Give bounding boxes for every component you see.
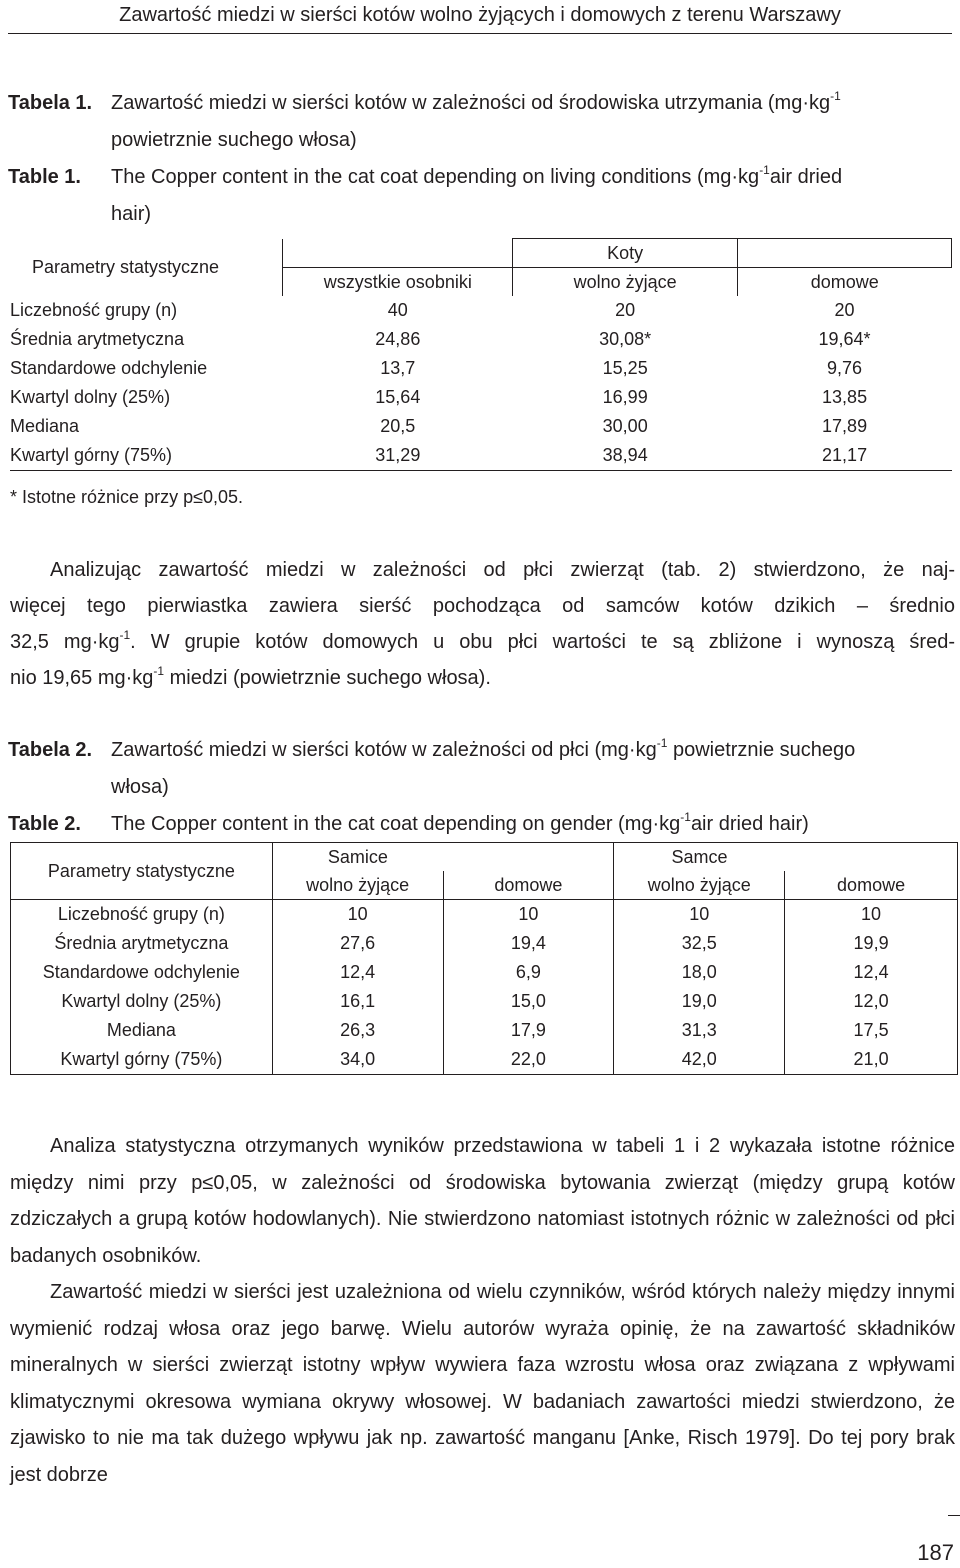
- table-row: [11, 1016, 958, 1045]
- page-number-rule: [948, 1515, 960, 1516]
- table-row: [10, 383, 952, 412]
- cell: 20: [615, 300, 636, 320]
- cell: 13,7: [380, 358, 416, 378]
- cell: 19,9: [785, 929, 958, 958]
- paragraph-3: Zawartość miedzi w sierści jest uzależniona od wielu czynników, wśród których należy między innymi wymienić rodzaj włosa oraz jego barwę. Wielu autorów wyraża opinię, że na zawartość składników mineralnych w sierści zwierząt istotny wpływ wywiera faza wzrostu włosa oraz związana z wpływami klimatycznymi okresowa wymiana okrywy włosowej. W badaniach zawartości miedzi stwierdzono, że zjawisko to nie ma tak dużego wpływu jak np. zawartość manganu [Anke, Risch 1979]. Do tej pory brak jest dobrze: [10, 1281, 955, 1486]
- table1-caption-pl-label: Tabela 1.: [8, 92, 93, 114]
- row-label: Standardowe odchylenie: [10, 358, 208, 378]
- table1-caption-pl-text: Zawartość miedzi w sierści kotów w zależności od środowiska utrzymania ($mg\cdot kg^{-1}$ powietrznie suchego włosa): [111, 89, 841, 151]
- cell: 20: [834, 300, 855, 320]
- row-label: Liczebność grupy (n): [11, 900, 273, 930]
- cell: 15,25: [602, 358, 648, 378]
- cell: 17,9: [443, 1016, 614, 1045]
- table2-caption: [8, 732, 953, 843]
- cell: 42,0: [614, 1045, 785, 1075]
- cell: 31,3: [614, 1016, 785, 1045]
- table-row: [10, 441, 952, 471]
- table1-col-header: domowe: [738, 268, 952, 297]
- paragraph-1: [10, 552, 955, 696]
- cell: 17,5: [785, 1016, 958, 1045]
- paragraph-1-line: 32,5 $mg\cdot kg^{-1}$. W grupie kotów domowych u obu płci wartości te są zbliżone i wynoszą śred-: [10, 628, 955, 653]
- table-row: [10, 296, 952, 325]
- row-label: Kwartyl dolny (25%): [11, 987, 273, 1016]
- table1-col-header: wolno żyjące: [513, 268, 738, 297]
- table-row: [10, 412, 952, 441]
- table2-group-female: Samice: [272, 843, 443, 872]
- cell: 16,99: [602, 387, 648, 407]
- paragraph-1-line: więcej tego pierwiastka zawiera sierść pochodząca od samców kotów dzikich – średnio: [10, 595, 955, 617]
- cell: 21,17: [738, 441, 952, 471]
- table1-caption: [8, 85, 953, 233]
- row-label: Średnia arytmetyczna: [11, 929, 273, 958]
- cell: 24,86: [375, 329, 421, 349]
- row-label: Standardowe odchylenie: [11, 958, 273, 987]
- table2-col-header: wolno żyjące: [272, 871, 443, 900]
- cell: 19,64*: [818, 329, 871, 349]
- row-label: Mediana: [11, 1016, 273, 1045]
- cell: 22,0: [443, 1045, 614, 1075]
- cell: 20,5: [380, 416, 416, 436]
- cell: 31,29: [283, 441, 513, 471]
- cell: 10: [614, 900, 785, 930]
- cell: 10: [785, 900, 958, 930]
- paragraph-1-line: Analizując zawartość miedzi w zależności od płci zwierząt (tab. 2) stwierdzono, że naj-: [50, 559, 955, 581]
- table2-caption-pl-label: Tabela 2.: [8, 739, 93, 761]
- table2: [10, 842, 958, 1075]
- row-label: Średnia arytmetyczna: [10, 329, 185, 349]
- cell: 30,08*: [599, 329, 652, 349]
- cell: 12,0: [785, 987, 958, 1016]
- body-text: [10, 1128, 955, 1493]
- cell: 9,76: [827, 358, 863, 378]
- table1-caption-en-label: Table 1.: [8, 166, 81, 188]
- table-row: [11, 958, 958, 987]
- table1: [10, 238, 952, 471]
- row-label: Mediana: [10, 416, 80, 436]
- table2-header-row-1: [11, 843, 958, 872]
- row-label: Liczebność grupy (n): [10, 300, 178, 320]
- table-row: [11, 900, 958, 930]
- table1-header-param: Parametry statystyczne: [32, 257, 220, 278]
- cell: 21,0: [785, 1045, 958, 1075]
- header-divider: [8, 33, 952, 34]
- table-row: [11, 1045, 958, 1075]
- table1-header-row-1: [10, 239, 952, 268]
- cell: 12,4: [272, 958, 443, 987]
- table2-col-header: wolno żyjące: [614, 871, 785, 900]
- cell: 16,1: [272, 987, 443, 1016]
- table-row: [11, 987, 958, 1016]
- table2-header-param: Parametry statystyczne: [11, 843, 273, 900]
- cell: 15,64: [375, 387, 421, 407]
- cell: 19,0: [614, 987, 785, 1016]
- table1-footnote: * Istotne różnice przy p≤0,05.: [10, 487, 243, 507]
- cell: 38,94: [513, 441, 738, 471]
- cell: 17,89: [822, 416, 868, 436]
- page-number: 187: [917, 1540, 954, 1565]
- table2-caption-en-label: Table 2.: [8, 813, 81, 835]
- table2-caption-pl-text: Zawartość miedzi w sierści kotów w zależności od płci ($mg\cdot kg^{-1}$ powietrznie suchego włosa): [111, 736, 856, 798]
- row-label: Kwartyl dolny (25%): [10, 387, 171, 407]
- running-title: Zawartość miedzi w sierści kotów wolno żyjących i domowych z terenu Warszawy: [119, 4, 841, 26]
- cell: 32,5: [614, 929, 785, 958]
- cell: 15,0: [443, 987, 614, 1016]
- cell: 18,0: [614, 958, 785, 987]
- table-row: [10, 325, 952, 354]
- table2-col-header: domowe: [443, 871, 614, 900]
- cell: 27,6: [272, 929, 443, 958]
- table2-col-header: domowe: [785, 871, 958, 900]
- cell: 34,0: [272, 1045, 443, 1075]
- table1-header-group: Koty: [513, 239, 738, 268]
- table1-col-header: wszystkie osobniki: [283, 268, 513, 297]
- cell: 13,85: [822, 387, 868, 407]
- paragraph-1-line: nio 19,65 $mg\cdot kg^{-1}$ miedzi (powietrznie suchego włosa).: [10, 664, 491, 689]
- row-label: Kwartyl górny (75%): [10, 441, 283, 471]
- table2-group-male: Samce: [614, 843, 785, 872]
- cell: 19,4: [443, 929, 614, 958]
- cell: 10: [272, 900, 443, 930]
- cell: 30,00: [602, 416, 648, 436]
- cell: 40: [387, 300, 408, 320]
- table-row: [10, 354, 952, 383]
- row-label: Kwartyl górny (75%): [11, 1045, 273, 1075]
- table2-caption-en-text: The Copper content in the cat coat depending on gender ($mg\cdot kg^{-1}air$ dried hair): [111, 810, 809, 835]
- table-row: [11, 929, 958, 958]
- cell: 10: [443, 900, 614, 930]
- paragraph-2: Analiza statystyczna otrzymanych wyników przedstawiona w tabeli 1 i 2 wykazała istotne różnice między nimi przy p≤0,05, w zależności od środowiska bytowania zwierząt (między grupą kotów zdziczałych a grupą kotów hodowlanych). Nie stwierdzono natomiast istotnych różnic w zależności od płci badanych osobników.: [10, 1135, 955, 1267]
- cell: 26,3: [272, 1016, 443, 1045]
- table1-caption-en-text: The Copper content in the cat coat depending on living conditions ($mg\cdot kg^{-1}air$ dried hair): [111, 163, 843, 225]
- cell: 6,9: [443, 958, 614, 987]
- cell: 12,4: [785, 958, 958, 987]
